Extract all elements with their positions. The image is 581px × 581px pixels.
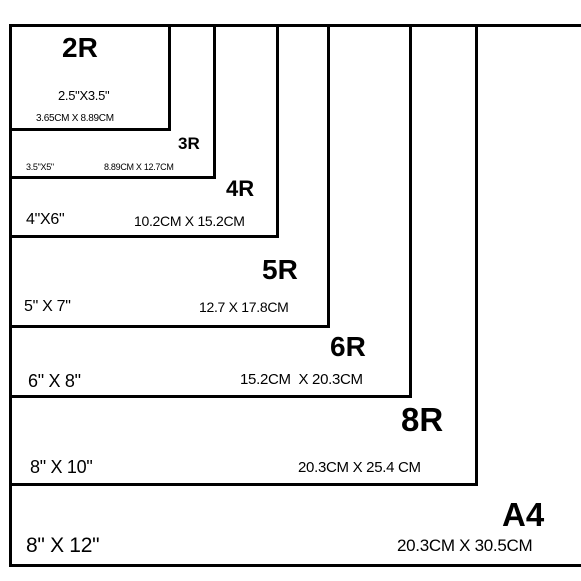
- size-cm-4r: 10.2CM X 15.2CM: [134, 213, 245, 229]
- size-code-2r: 2R: [62, 32, 98, 63]
- size-cm-a4: 20.3CM X 30.5CM: [397, 536, 533, 555]
- size-cm-6r: 15.2CM X 20.3CM: [240, 371, 363, 388]
- size-cm-5r: 12.7 X 17.8CM: [199, 299, 289, 315]
- size-inch-4r: 4"X6": [26, 211, 65, 228]
- size-code-6r: 6R: [330, 331, 366, 362]
- size-inch-2r: 2.5"X3.5": [58, 88, 110, 103]
- size-inch-5r: 5" X 7": [24, 298, 71, 315]
- size-code-4r: 4R: [226, 176, 255, 201]
- size-cm-3r: 8.89CM X 12.7CM: [104, 162, 174, 172]
- size-inch-3r: 3.5"X5": [26, 162, 54, 172]
- size-inch-6r: 6" X 8": [28, 371, 81, 391]
- size-cm-2r: 3.65CM X 8.89CM: [36, 113, 114, 124]
- size-code-5r: 5R: [262, 254, 298, 285]
- size-code-a4: A4: [502, 496, 545, 533]
- size-code-8r: 8R: [401, 401, 444, 438]
- size-code-3r: 3R: [178, 134, 200, 153]
- size-inch-8r: 8" X 10": [30, 457, 93, 477]
- size-inch-a4: 8" X 12": [26, 534, 100, 557]
- size-cm-8r: 20.3CM X 25.4 CM: [298, 459, 421, 476]
